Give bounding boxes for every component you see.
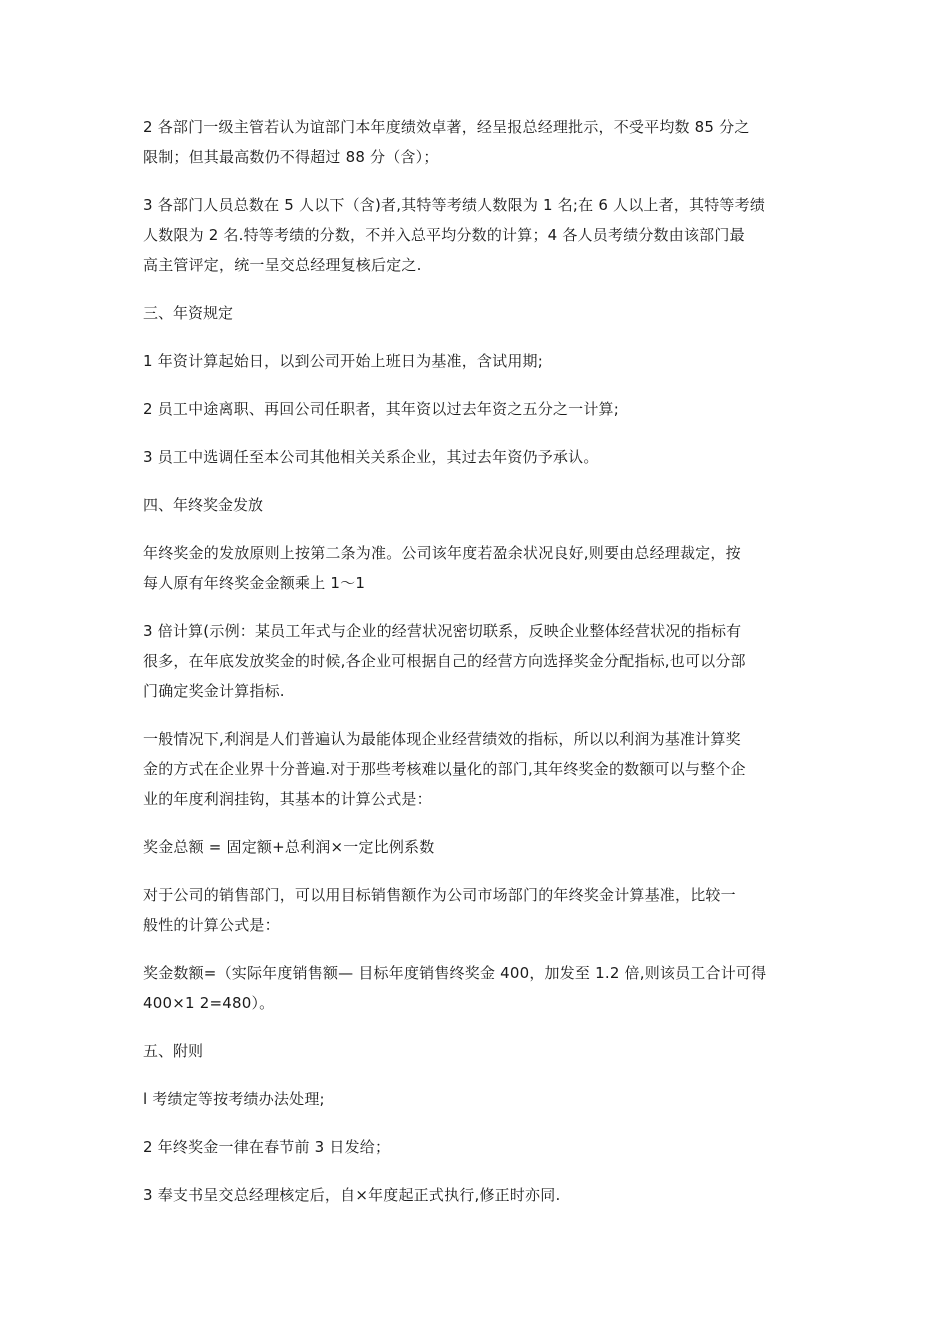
- section-heading: [143, 298, 810, 328]
- paragraph: [143, 112, 810, 172]
- heading-text: 四、年终奖金发放: [143, 496, 264, 514]
- paragraph: [143, 832, 810, 862]
- text-line: l 考绩定等按考绩办法处理;: [143, 1090, 325, 1108]
- paragraph: [143, 190, 810, 280]
- text-line: 般性的计算公式是：: [143, 916, 280, 934]
- text-line: 门确定奖金计算指标.: [143, 682, 285, 700]
- paragraph: [143, 1132, 810, 1162]
- text-line: 年终奖金的发放原则上按第二条为准。公司该年度若盈余状况良好,则要由总经理裁定，按: [143, 544, 741, 562]
- text-line: 3 员工中选调任至本公司其他相关关系企业，其过去年资仍予承认。: [143, 448, 599, 466]
- text-line: 2 各部门一级主管若认为谊部门本年度绩效卓著，经呈报总经理批示，不受平均数 85 分之: [143, 118, 750, 136]
- paragraph: [143, 958, 810, 1018]
- text-line: 人数限为 2 名.特等考绩的分数，不并入总平均分数的计算；4 各人员考绩分数由该部门最: [143, 226, 745, 244]
- paragraph: [143, 1084, 810, 1114]
- paragraph: [143, 880, 810, 940]
- section-heading: [143, 1036, 810, 1066]
- text-line: 3 倍计算(示例：某员工年式与企业的经营状况密切联系，反映企业整体经营状况的指标有: [143, 622, 742, 640]
- text-line: 3 各部门人员总数在 5 人以下（含)者,其特等考绩人数限为 1 名;在 6 人以上者，其特等考绩: [143, 196, 766, 214]
- text-line: 1 年资计算起始日，以到公司开始上班日为基准，含试用期;: [143, 352, 543, 370]
- text-line: 限制；但其最高数仍不得超过 88 分（含）；: [143, 148, 439, 166]
- paragraph: [143, 394, 810, 424]
- text-line: 每人原有年终奖金金额乘上 1～1: [143, 574, 366, 592]
- text-line: 2 员工中途离职、再回公司任职者，其年资以过去年资之五分之一计算;: [143, 400, 619, 418]
- text-line: 很多，在年底发放奖金的时候,各企业可根据自己的经营方向选择奖金分配指标,也可以分部: [143, 652, 746, 670]
- paragraph: [143, 346, 810, 376]
- formula-line: 奖金总额 = 固定额+总利润×一定比例系数: [143, 838, 435, 856]
- formula-line: 400×1 2=480）。: [143, 994, 275, 1012]
- heading-text: 三、年资规定: [143, 304, 234, 322]
- formula-line: 奖金数额=（实际年度销售额— 目标年度销售终奖金 400，加发至 1.2 倍,则该员工合计可得: [143, 964, 767, 982]
- text-line: 一般情况下,利润是人们普遍认为最能体现企业经营绩效的指标，所以以利润为基准计算奖: [143, 730, 741, 748]
- heading-text: 五、附则: [143, 1042, 204, 1060]
- text-line: 对于公司的销售部门，可以用目标销售额作为公司市场部门的年终奖金计算基准，比较一: [143, 886, 736, 904]
- section-heading: [143, 490, 810, 520]
- paragraph: [143, 442, 810, 472]
- text-line: 3 奉支书呈交总经理核定后，自×年度起正式执行,修正时亦同.: [143, 1186, 561, 1204]
- text-line: 业的年度利润挂钩，其基本的计算公式是：: [143, 790, 432, 808]
- paragraph: [143, 538, 810, 598]
- paragraph: [143, 1180, 810, 1210]
- text-line: 高主管评定，统一呈交总经理复核后定之.: [143, 256, 422, 274]
- paragraph: [143, 616, 810, 706]
- document-page: [143, 112, 810, 1228]
- text-line: 2 年终奖金一律在春节前 3 日发给；: [143, 1138, 391, 1156]
- paragraph: [143, 724, 810, 814]
- text-line: 金的方式在企业界十分普遍.对于那些考核难以量化的部门,其年终奖金的数额可以与整个企: [143, 760, 746, 778]
